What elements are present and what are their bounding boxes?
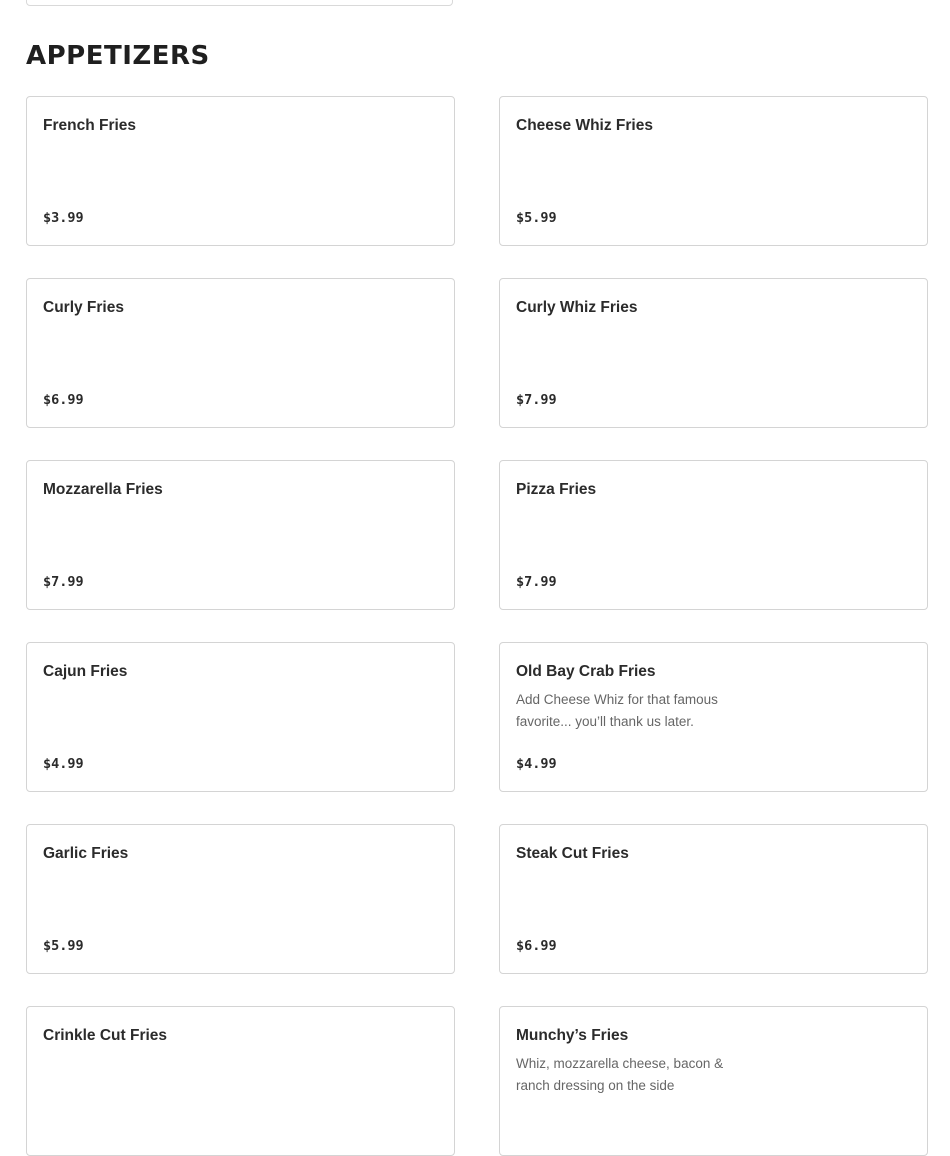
- menu-item-name: Garlic Fries: [43, 845, 129, 862]
- menu-item-name: Mozzarella Fries: [43, 481, 163, 498]
- menu-item-price: $4.99: [43, 756, 84, 772]
- menu-item-price: $6.99: [43, 392, 84, 408]
- menu-item-card[interactable]: [499, 460, 928, 610]
- menu-item-card[interactable]: [26, 642, 455, 792]
- menu-item-name: Cheese Whiz Fries: [516, 117, 653, 134]
- menu-item-card[interactable]: [26, 1006, 455, 1156]
- menu-item-price: $4.99: [516, 756, 557, 772]
- menu-item-card[interactable]: [499, 96, 928, 246]
- menu-item-price: $5.99: [516, 210, 557, 226]
- menu-item-price: $5.99: [43, 938, 84, 954]
- menu-item-description: Whiz, mozzarella cheese, bacon & ranch dressing on the side: [516, 1056, 724, 1093]
- menu-item-card[interactable]: [499, 1006, 928, 1156]
- menu-item-name: Pizza Fries: [516, 481, 597, 498]
- menu-item-card[interactable]: [26, 824, 455, 974]
- menu-item-name: Crinkle Cut Fries: [43, 1027, 168, 1044]
- menu-item-price: $7.99: [516, 392, 557, 408]
- section-title: APPETIZERS: [26, 41, 210, 71]
- menu-item-price: $3.99: [43, 210, 84, 226]
- menu-item-card[interactable]: [499, 642, 928, 792]
- menu-item-description: Add Cheese Whiz for that famous favorite... you’ll thank us later.: [516, 692, 718, 729]
- menu-item-card[interactable]: [499, 278, 928, 428]
- menu-item-name: Old Bay Crab Fries: [516, 663, 656, 680]
- menu-item-card[interactable]: [26, 460, 455, 610]
- menu-item-name: Cajun Fries: [43, 663, 128, 680]
- previous-menu-item-card[interactable]: [26, 0, 453, 6]
- menu-item-grid: [26, 96, 928, 1156]
- menu-item-name: Munchy’s Fries: [516, 1027, 629, 1044]
- menu-item-price: $6.99: [516, 938, 557, 954]
- menu-item-name: Curly Whiz Fries: [516, 299, 638, 316]
- menu-item-card[interactable]: [26, 96, 455, 246]
- menu-item-card[interactable]: [499, 824, 928, 974]
- menu-item-price: $7.99: [516, 574, 557, 590]
- menu-item-name: Curly Fries: [43, 299, 124, 316]
- menu-item-price: $7.99: [43, 574, 84, 590]
- menu-item-name: French Fries: [43, 117, 137, 134]
- menu-item-name: Steak Cut Fries: [516, 845, 629, 862]
- menu-item-card[interactable]: [26, 278, 455, 428]
